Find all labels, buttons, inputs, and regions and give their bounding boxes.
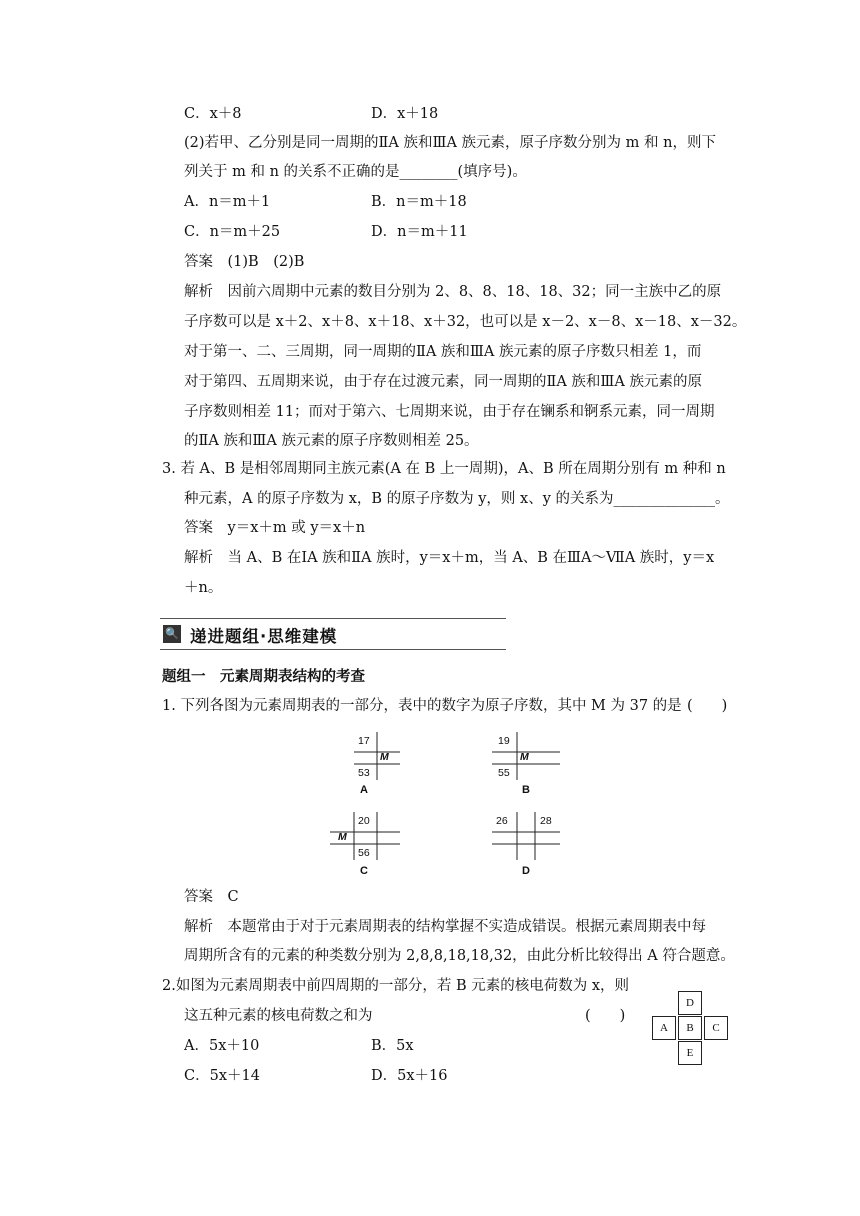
option-d: D．5x＋16 [371,1068,448,1084]
cell-a: A [652,1016,676,1040]
cell-e: E [678,1041,702,1065]
option-c: C．x＋8 [184,106,242,122]
explanation-line: 对于第一、二、三周期，同一周期的ⅡA 族和ⅢA 族元素的原子序数只相差 1，而 [184,344,702,360]
magnifier-icon: 🔍 [163,625,181,643]
fragment-caption: A [360,784,368,796]
cell-b: B [678,1016,702,1040]
divider [160,618,506,619]
element-m: M [380,751,389,763]
option-c: C．5x＋14 [184,1068,260,1084]
explanation-line: 子序数可以是 x＋2、x＋8、x＋18、x＋32，也可以是 x－2、x－8、x－18、x－32。 [184,314,747,330]
question-text: 2.如图为元素周期表中前四周期的一部分，若 B 元素的核电荷数为 x，则 [162,978,629,994]
cross-table [650,989,730,1069]
explanation-line: 解析 因前六周期中元素的数目分别为 2、8、8、18、18、32；同一主族中乙的原 [184,284,722,300]
question-text: 1. 下列各图为元素周期表的一部分，表中的数字为原子序数，其中 M 为 37 的是 [162,698,682,714]
atomic-number: 17 [358,735,370,747]
explanation-line: 周期所含有的元素的种类数分别为 2,8,8,18,18,32，由此分析比较得出 A 符合题意。 [184,948,735,964]
cell-d: D [678,991,702,1015]
fragment-caption: C [360,865,368,877]
explanation-line: 解析 当 A、B 在ⅠA 族和ⅡA 族时，y＝x＋m，当 A、B 在ⅢA～ⅦA 族时，y＝x [184,550,715,566]
element-m: M [338,831,347,843]
explanation-line: 解析 本题常由于对于元素周期表的结构掌握不实造成错误。根据元素周期表中每 [184,919,706,935]
option-a: A．5x＋10 [184,1038,260,1054]
answer-blank: ( ) [687,698,728,714]
question-text: 3. 若 A、B 是相邻周期同主族元素(A 在 B 上一周期)，A、B 所在周期分别有 m 种和 n [162,461,726,477]
question-text: (2)若甲、乙分别是同一周期的ⅡA 族和ⅢA 族元素，原子序数分别为 m 和 n，则下 [184,135,716,151]
answer-blank: ( ) [585,1008,626,1024]
element-m: M [520,751,529,763]
answer-line: 答案 (1)B (2)B [184,254,305,270]
atomic-number: 53 [358,767,370,779]
fragment-caption: D [522,865,530,877]
atomic-number: 20 [358,815,370,827]
group-title: 题组一 元素周期表结构的考查 [162,668,365,685]
option-c: C．n＝m＋25 [184,224,281,240]
question-text: 这五种元素的核电荷数之和为 [184,1008,373,1024]
periodic-table-fragments [320,728,580,888]
option-d: D．n＝m＋11 [371,224,468,240]
option-a: A．n＝m＋1 [184,194,271,210]
atomic-number: 26 [496,815,508,827]
atomic-number: 28 [540,815,552,827]
explanation-line: 对于第四、五周期来说，由于存在过渡元素，同一周期的ⅡA 族和ⅢA 族元素的原 [184,374,702,390]
atomic-number: 56 [358,847,370,859]
explanation-line: 子序数则相差 11；而对于第六、七周期来说，由于存在镧系和锕系元素，同一周期 [184,404,715,420]
atomic-number: 55 [498,767,510,779]
answer-line: 答案 y＝x＋m 或 y＝x＋n [184,520,366,536]
atomic-number: 19 [498,735,510,747]
section-title: 递进题组·思维建模 [190,627,338,646]
option-b: B．5x [371,1038,414,1054]
question-text: 列关于 m 和 n 的关系不正确的是________(填序号)。 [184,164,527,180]
explanation-line: ＋n。 [184,580,223,596]
answer-line: 答案 C [184,889,239,905]
explanation-line: 的ⅡA 族和ⅢA 族元素的原子序数则相差 25。 [184,433,479,449]
option-d: D．x＋18 [371,106,439,122]
question-text: 种元素，A 的原子序数为 x，B 的原子序数为 y，则 x、y 的关系为______________。 [184,491,730,507]
option-b: B．n＝m＋18 [371,194,467,210]
fragment-caption: B [522,784,530,796]
divider [160,649,506,650]
section-header [160,618,506,650]
cell-c: C [704,1016,728,1040]
